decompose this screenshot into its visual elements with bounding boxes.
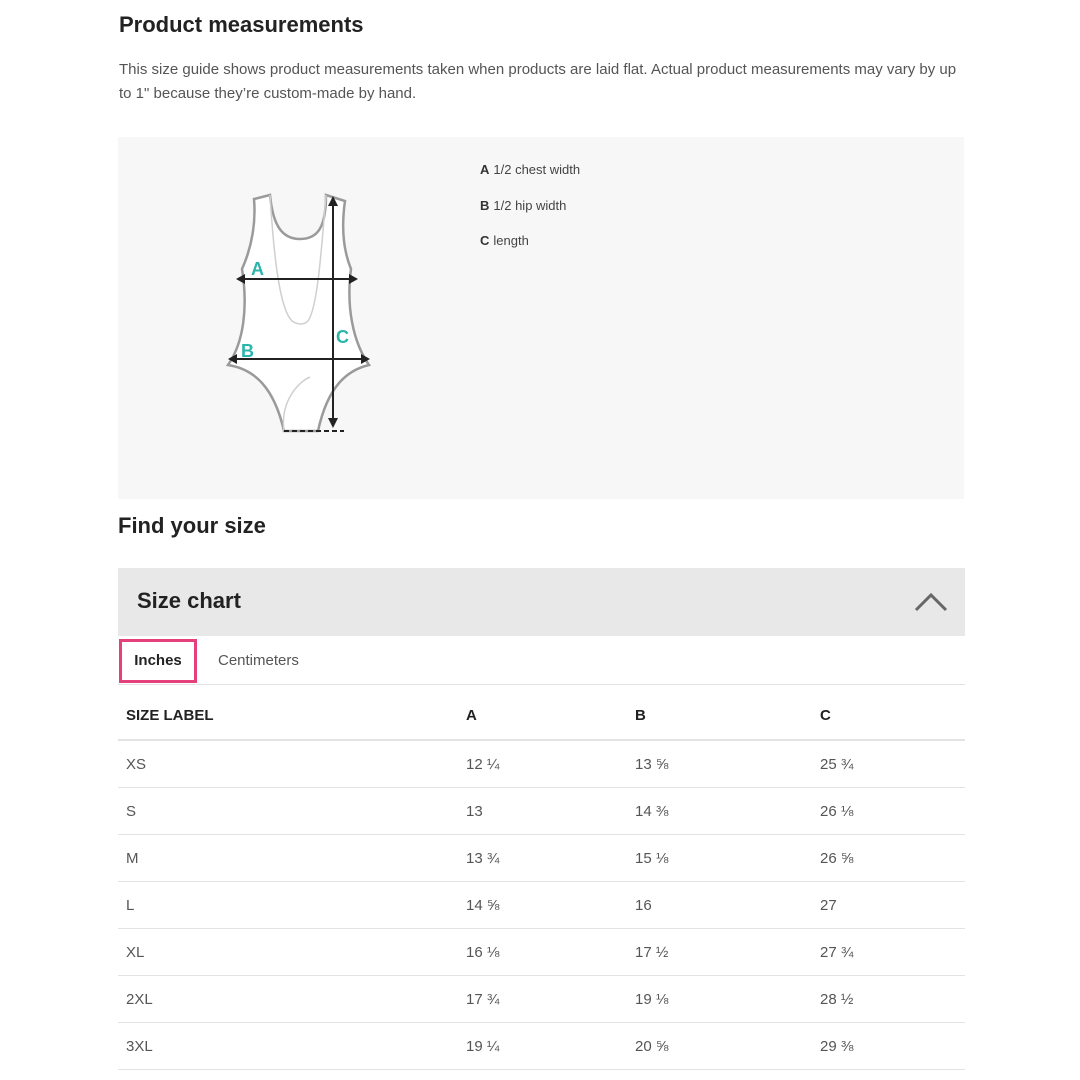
chevron-up-icon[interactable] xyxy=(913,588,949,616)
cell-a: 13 xyxy=(458,788,627,835)
measurement-legend xyxy=(480,161,580,268)
column-header-a: A xyxy=(458,692,627,740)
find-size-title: Find your size xyxy=(118,513,266,538)
cell-size: XS xyxy=(118,740,458,788)
cell-c: 27 ¾ xyxy=(812,929,965,976)
measurement-diagram-panel xyxy=(118,137,964,499)
cell-size: XL xyxy=(118,929,458,976)
cell-size: 2XL xyxy=(118,976,458,1023)
cell-c: 26 ⅛ xyxy=(812,788,965,835)
table-row xyxy=(118,882,965,929)
svg-text:A: A xyxy=(251,259,264,279)
cell-a: 16 ⅛ xyxy=(458,929,627,976)
legend-item-b: B 1/2 hip width xyxy=(480,197,567,213)
cell-c: 28 ½ xyxy=(812,976,965,1023)
cell-a: 19 ¼ xyxy=(458,1023,627,1070)
cell-b: 13 ⅝ xyxy=(627,740,812,788)
cell-a: 12 ¼ xyxy=(458,740,627,788)
size-table xyxy=(118,692,965,1070)
measurements-description: This size guide shows product measurements taken when products are laid flat. Actual product measurements may vary by up to 1" because they’re custom-made by hand. xyxy=(119,61,957,102)
table-header-row xyxy=(118,692,965,740)
table-row xyxy=(118,976,965,1023)
column-header-size-label: SIZE LABEL xyxy=(118,692,458,740)
cell-a: 13 ¾ xyxy=(458,835,627,882)
cell-a: 17 ¾ xyxy=(458,976,627,1023)
cell-a: 14 ⅝ xyxy=(458,882,627,929)
unit-tabs xyxy=(118,637,965,685)
table-row xyxy=(118,740,965,788)
size-chart-accordion-header[interactable] xyxy=(118,568,965,636)
table-row xyxy=(118,1023,965,1070)
tab-inches[interactable]: Inches xyxy=(119,639,197,683)
table-row xyxy=(118,835,965,882)
cell-b: 16 xyxy=(627,882,812,929)
cell-c: 25 ¾ xyxy=(812,740,965,788)
cell-size: L xyxy=(118,882,458,929)
legend-item-c: C length xyxy=(480,233,529,248)
cell-c: 27 xyxy=(812,882,965,929)
svg-text:B: B xyxy=(241,341,254,361)
legend-item-a: A 1/2 chest width xyxy=(480,162,581,177)
bodysuit-diagram-icon xyxy=(218,187,388,447)
cell-b: 19 ⅛ xyxy=(627,976,812,1023)
measurements-title: Product measurements xyxy=(119,12,364,37)
cell-b: 17 ½ xyxy=(627,929,812,976)
cell-size: S xyxy=(118,788,458,835)
cell-b: 15 ⅛ xyxy=(627,835,812,882)
column-header-c: C xyxy=(812,692,965,740)
column-header-b: B xyxy=(627,692,812,740)
cell-b: 14 ⅜ xyxy=(627,788,812,835)
size-chart-title: Size chart xyxy=(137,588,241,613)
table-row xyxy=(118,929,965,976)
cell-size: 3XL xyxy=(118,1023,458,1070)
tab-centimeters[interactable]: Centimeters xyxy=(218,652,299,669)
cell-b: 20 ⅝ xyxy=(627,1023,812,1070)
cell-size: M xyxy=(118,835,458,882)
cell-c: 29 ⅜ xyxy=(812,1023,965,1070)
cell-c: 26 ⅝ xyxy=(812,835,965,882)
table-row xyxy=(118,788,965,835)
svg-text:C: C xyxy=(336,327,349,347)
